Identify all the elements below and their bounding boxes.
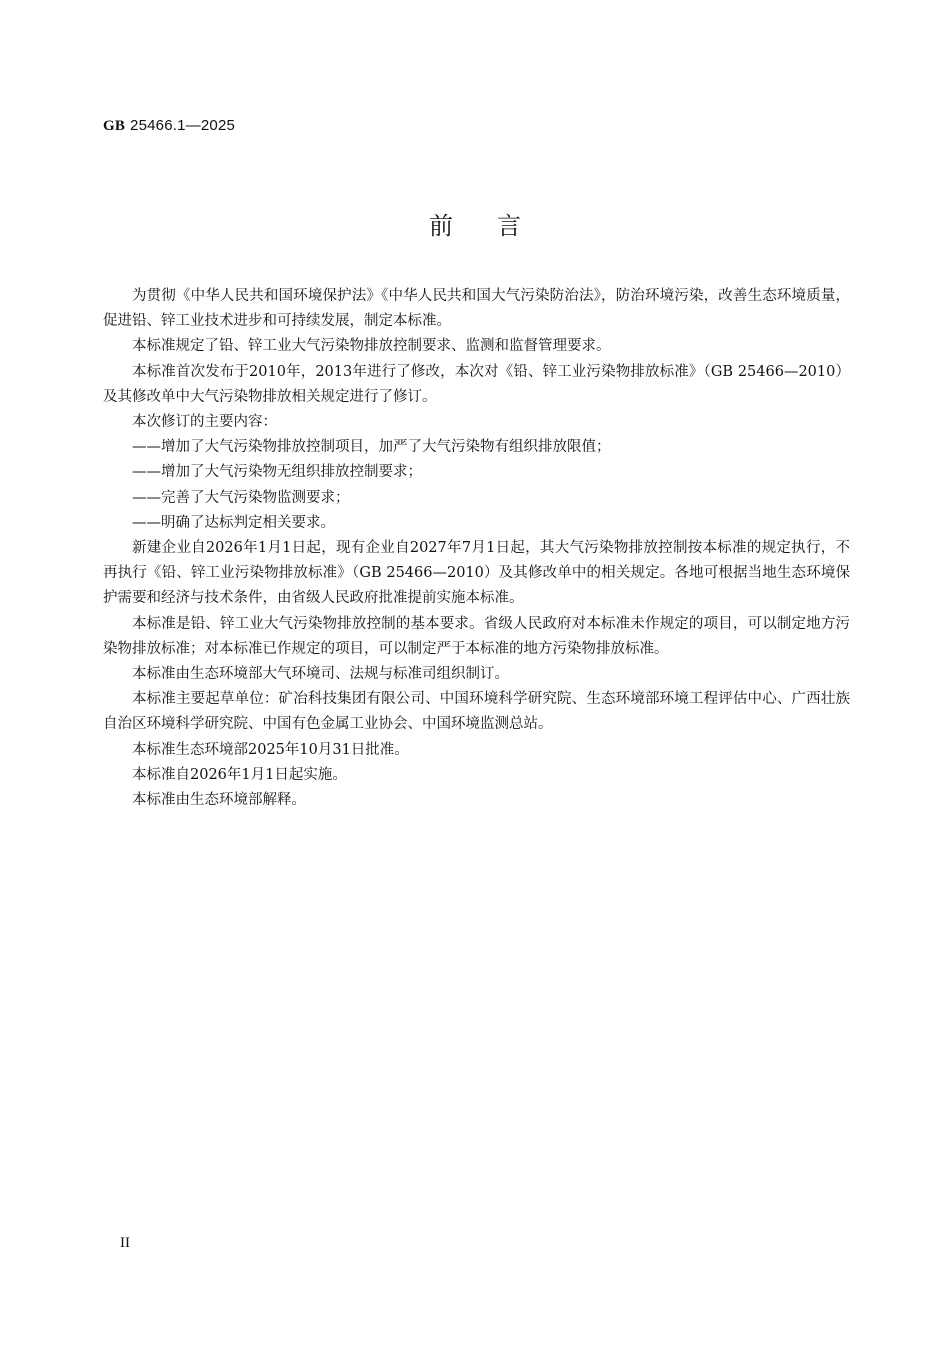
document-code bbox=[103, 116, 235, 135]
paragraph-effective-date: 本标准自2026年1月1日起实施。 bbox=[132, 766, 347, 783]
revision-item: ——增加了大气污染物无组织排放控制要求； bbox=[132, 464, 422, 481]
document-code-prefix: GB bbox=[103, 118, 126, 134]
document-code-number: 25466.1—2025 bbox=[130, 117, 236, 134]
paragraph-revision-intro: 本次修订的主要内容： bbox=[132, 414, 277, 431]
paragraph-organizer: 本标准由生态环境部大气环境司、法规与标准司组织制订。 bbox=[132, 666, 509, 683]
paragraph-history: 本标准首次发布于2010年，2013年进行了修改，本次对《铅、锌工业污染物排放标准》（GB 25466—2010）及其修改单中大气污染物排放相关规定进行了修订。 bbox=[103, 363, 850, 405]
paragraph-basic-requirements: 本标准是铅、锌工业大气污染物排放控制的基本要求。省级人民政府对本标准未作规定的项目，可以制定地方污染物排放标准；对本标准已作规定的项目，可以制定严于本标准的地方污染物排放标准。 bbox=[103, 615, 850, 657]
foreword-body bbox=[103, 284, 850, 813]
revision-item: ——增加了大气污染物排放控制项目，加严了大气污染物有组织排放限值； bbox=[132, 439, 611, 456]
paragraph-drafters: 本标准主要起草单位：矿冶科技集团有限公司、中国环境科学研究院、生态环境部环境工程评估中心、广西壮族自治区环境科学研究院、中国有色金属工业协会、中国环境监测总站。 bbox=[103, 691, 850, 733]
page-title: 前言 bbox=[429, 212, 565, 240]
paragraph-approval: 本标准生态环境部2025年10月31日批准。 bbox=[132, 741, 409, 758]
paragraph-purpose: 为贯彻《中华人民共和国环境保护法》《中华人民共和国大气污染防治法》，防治环境污染，改善生态环境质量，促进铅、锌工业技术进步和可持续发展，制定本标准。 bbox=[103, 288, 850, 330]
page-number: II bbox=[120, 1235, 130, 1251]
paragraph-implementation: 新建企业自2026年1月1日起，现有企业自2027年7月1日起，其大气污染物排放控制按本标准的规定执行，不再执行《铅、锌工业污染物排放标准》（GB 25466—2010）及其修改单中的相关规定。各地可根据当地生态环境保护需要和经济与技术条件，由省级人民政府批准提前实施本标准。 bbox=[103, 540, 850, 607]
paragraph-interpretation: 本标准由生态环境部解释。 bbox=[132, 792, 306, 809]
paragraph-scope: 本标准规定了铅、锌工业大气污染物排放控制要求、监测和监督管理要求。 bbox=[132, 338, 611, 355]
revision-item: ——明确了达标判定相关要求。 bbox=[132, 514, 335, 531]
revision-item: ——完善了大气污染物监测要求； bbox=[132, 489, 350, 506]
